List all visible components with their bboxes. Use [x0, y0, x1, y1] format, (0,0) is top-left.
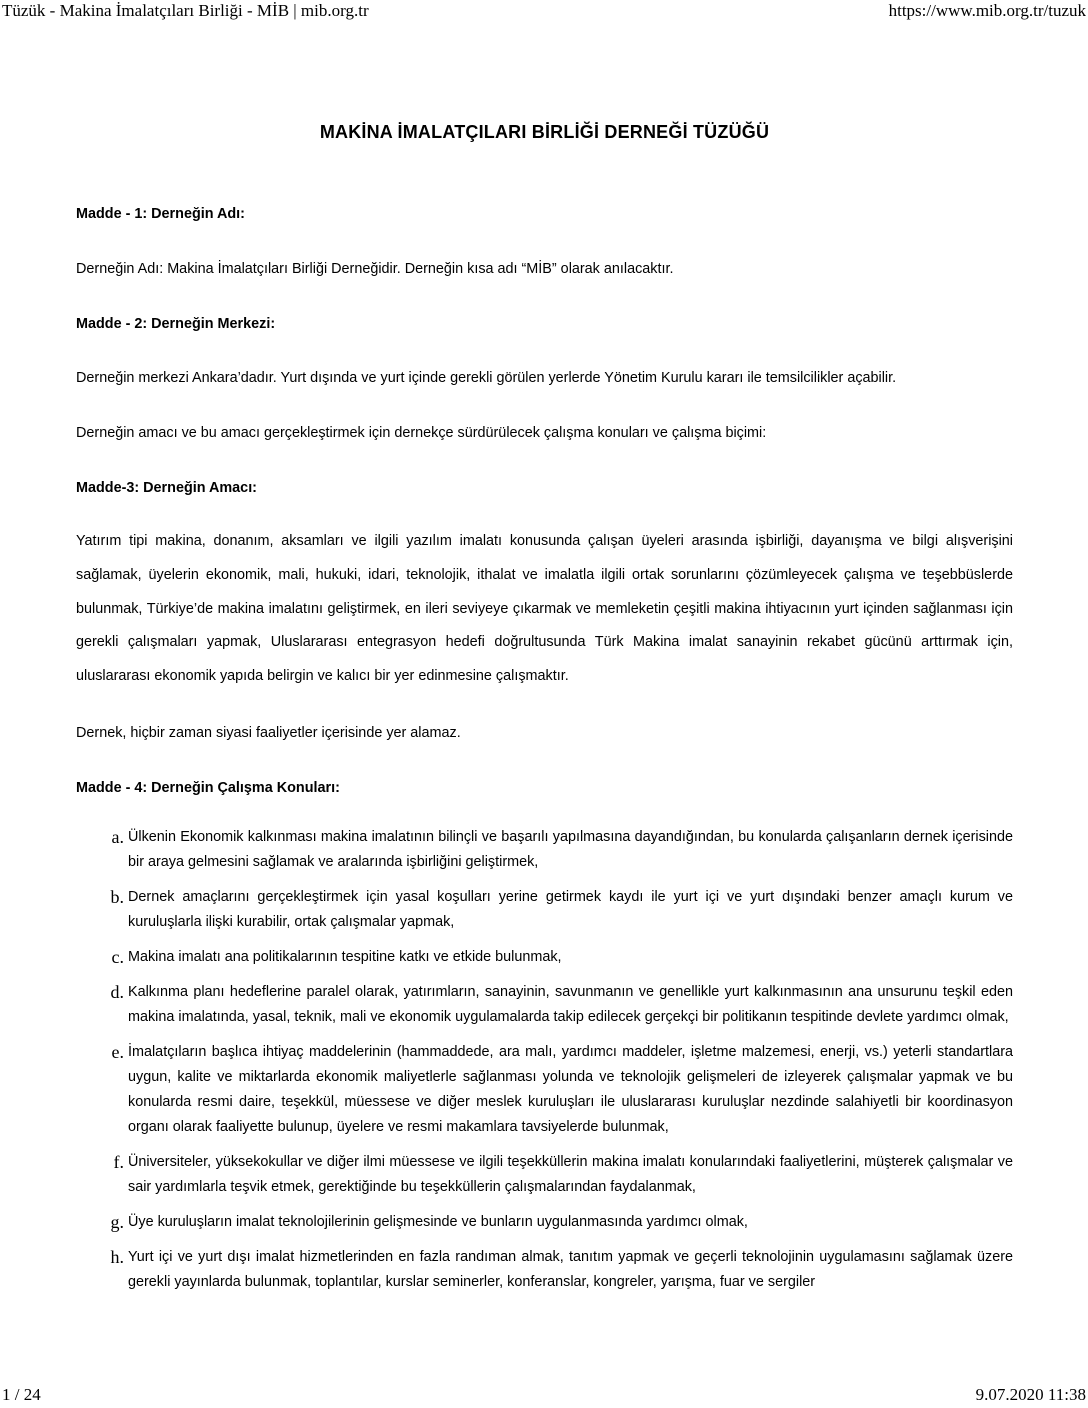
- list-marker: c.: [111, 947, 124, 967]
- list-marker: a.: [111, 827, 124, 847]
- list-item-text: Kalkınma planı hedeflerine paralel olarak, yatırımların, sanayinin, savunmanın ve genellikle yurt kalkınmasının ana unsurunu teşkil eden makina imalatında, yasal, teknik, mali ve ekonomik uygulamalarda takip edilecek gerçekçi bir politikanın tespitinde devlete yardımcı olmak,: [128, 984, 1013, 1025]
- madde3-text: Yatırım tipi makina, donanım, aksamları ve ilgili yazılım imalatı konusunda çalışan üyeleri arasında işbirliği, dayanışma ve bilgi alışverişini sağlamak, üyelerin ekonomik, mali, hukuki, idari, teknolojik, ithalat ve imalatla ilgili ortak sorunlarını çözümleyecek çalışma ve teşebbüslerde bulunmak, Türkiye’de makina imalatını geliştirmek, en ileri seviyeye çıkarmak ve memleketin çeşitli makina ihtiyacının yurt içinden sağlanması için gerekli çalışmaları yapmak, Uluslararası entegrasyon hedefi doğrultusunda Türk Makina imalat sanayinin rekabet gücünü arttırmak için, uluslararası ekonomik yapıda belirgin ve kalıcı bir yer edinmesine çalışmaktır.: [76, 533, 1013, 685]
- madde4-heading: Madde - 4: Derneğin Çalışma Konuları:: [76, 780, 340, 796]
- print-header-title: Tüzük - Makina İmalatçıları Birliği - MİB | mib.org.tr: [2, 1, 369, 20]
- list-item-text: Üniversiteler, yüksekokullar ve diğer ilmi müessese ve ilgili teşekküllerin makina imalatı konularındaki faaliyetlerini, müşterek çalışmalar ve sair yardımlarla teşvik etmek, gerektiğinde bu teşekküllerin çalışmalarından faydalanmak,: [128, 1154, 1013, 1195]
- list-item: [76, 1040, 1013, 1140]
- list-item: [76, 885, 1013, 935]
- list-marker: b.: [110, 887, 124, 907]
- document-title: MAKİNA İMALATÇILARI BİRLİĞİ DERNEĞİ TÜZÜĞÜ: [319, 122, 770, 142]
- list-item-text: Dernek amaçlarını gerçekleştirmek için yasal koşulları yerine getirmek kaydı ile yurt içi ve yurt dışındaki benzer amaçlı kurum ve kuruluşlarla ilişki kurabilir, ortak çalışmalar yapmak,: [128, 889, 1013, 930]
- list-item: [76, 945, 1013, 970]
- madde2-text: Derneğin merkezi Ankara’dadır. Yurt dışında ve yurt içinde gerekli görülen yerlerde Yönetim Kurulu kararı ile temsilcilikler açabilir.: [76, 370, 897, 386]
- list-marker: g.: [110, 1212, 124, 1232]
- list-item-text: Makina imalatı ana politikalarının tespitine katkı ve etkide bulunmak,: [128, 949, 562, 965]
- list-marker: d.: [110, 982, 124, 1002]
- list-marker: e.: [111, 1042, 124, 1062]
- siyasi-text: Dernek, hiçbir zaman siyasi faaliyetler içerisinde yer alamaz.: [76, 725, 461, 741]
- print-header-url[interactable]: https://www.mib.org.tr/tuzuk: [888, 1, 1086, 20]
- madde1-heading: Madde - 1: Derneğin Adı:: [76, 206, 245, 222]
- print-footer-page-number: 1 / 24: [2, 1385, 41, 1404]
- list-item: [76, 980, 1013, 1030]
- list-marker: h.: [110, 1247, 124, 1267]
- madde2-heading: Madde - 2: Derneğin Merkezi:: [76, 316, 276, 332]
- list-item: [76, 825, 1013, 875]
- print-footer-datetime: 9.07.2020 11:38: [975, 1385, 1086, 1404]
- intro-text: Derneğin amacı ve bu amacı gerçekleştirmek için dernekçe sürdürülecek çalışma konuları ve çalışma biçimi:: [76, 425, 767, 441]
- list-item: [76, 1245, 1013, 1295]
- list-item-text: Ülkenin Ekonomik kalkınması makina imalatının bilinçli ve başarılı yapılmasına dayandığından, bu konularda çalışanların dernek içerisinde bir araya gelmesini sağlamak ve aralarında işbirliğini geliştirmek,: [128, 829, 1013, 870]
- list-item: [76, 1150, 1013, 1200]
- list-marker: f.: [113, 1152, 124, 1172]
- list-item-text: Üye kuruluşların imalat teknolojilerinin gelişmesinde ve bunların uygulanmasında yardımcı olmak,: [128, 1214, 748, 1230]
- list-item-text: Yurt içi ve yurt dışı imalat hizmetlerinden en fazla randıman almak, tanıtım yapmak ve geçerli teknolojinin uygulamasını sağlamak üzere gerekli yayınlarda bulunmak, toplantılar, kurslar seminerler, konferanslar, kongreler, yarışma, fuar ve sergiler: [128, 1249, 1013, 1290]
- madde3-heading: Madde-3: Derneğin Amacı:: [76, 480, 257, 496]
- madde1-text: Derneğin Adı: Makina İmalatçıları Birliği Derneğidir. Derneğin kısa adı “MİB” olarak anılacaktır.: [76, 261, 674, 277]
- list-item: [76, 1210, 1013, 1235]
- madde4-list: [76, 825, 1013, 1305]
- list-item-text: İmalatçıların başlıca ihtiyaç maddelerinin (hammaddede, ara malı, yardımcı maddeler, işletme malzemesi, enerji, vs.) yeterli standartlara uygun, kalite ve miktarlarda ekonomik maliyetlerle sağlanması yolunda ve teknolojik gelişmeleri de izleyerek çalışmalar yapmak ve bu konularda resmi daire, teşekkül, müessese ve diğer meslek kuruluşları ile uluslararası kuruluşlar nezdinde salahiyetli bir koordinasyon organı olarak faaliyette bulunup, üyelere ve resmi makamlara tavsiyelerde bulunmak,: [128, 1044, 1013, 1135]
